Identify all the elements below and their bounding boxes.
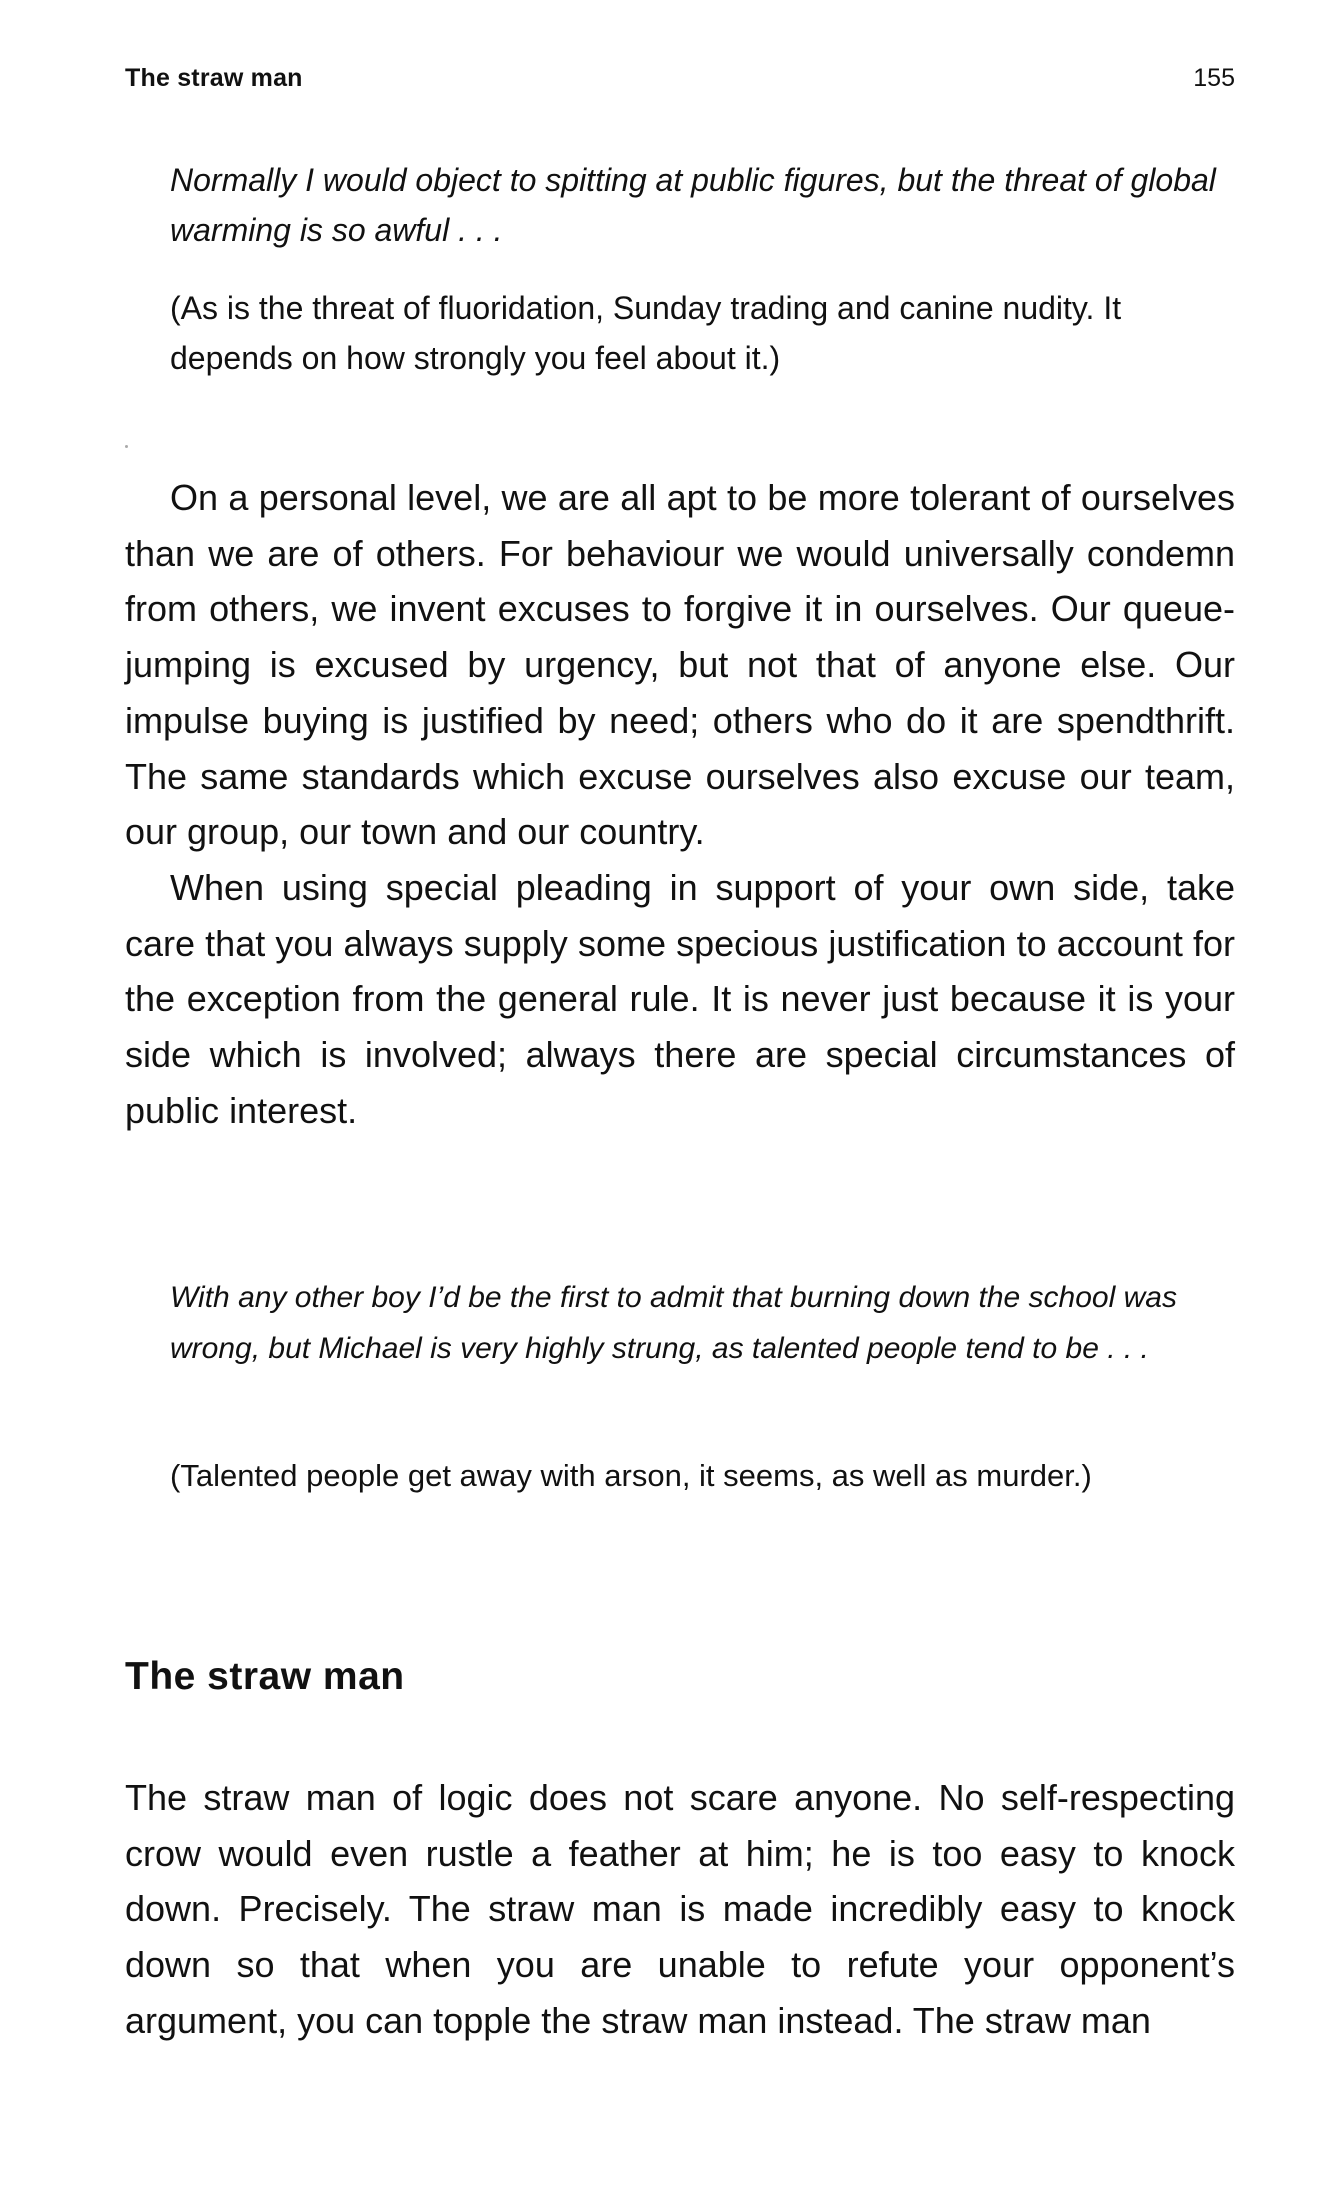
body-paragraph-2: When using special pleading in support of your own side, take care that you always supply some specious justification to account for the exception from the general rule. It is never just because it is your side which is involved; always there are special circumstances of public interest. <box>125 866 1235 1131</box>
example-comment-2: (Talented people get away with arson, it seems, as well as murder.) <box>170 1458 1092 1493</box>
section-heading: The straw man <box>125 1655 405 1698</box>
section-paragraph: The straw man of logic does not scare anyone. No self-respecting crow would even rustle a feather at him; he is too easy to knock down. Precisely. The straw man is made incredibly easy to knock down so that when you are unable to refute your opponent’s argument, you can topple the straw man instead. The straw man <box>125 1777 1235 2041</box>
body-text-2 <box>125 1770 1235 2049</box>
example-quote-2: With any other boy I’d be the first to admit that burning down the school was wrong, but Michael is very highly strung, as talented people tend to be . . . <box>170 1281 1177 1365</box>
example-quote-1: Normally I would object to spitting at public figures, but the threat of global warming is so awful . . . <box>170 162 1216 248</box>
example-comment-1: (As is the threat of fluoridation, Sunday trading and canine nudity. It depends on how strongly you feel about it.) <box>170 290 1122 376</box>
body-text-1 <box>125 470 1235 1138</box>
print-speck <box>125 445 128 448</box>
body-paragraph-1: On a personal level, we are all apt to be more tolerant of ourselves than we are of others. For behaviour we would universally condemn from others, we invent excuses to forgive it in ourselves. Our queue-jumping is excused by urgency, but not that of anyone else. Our impulse buying is justified by need; others who do it are spendthrift. The same standards which excuse ourselves also excuse our team, our group, our town and our country. <box>125 477 1235 853</box>
page-number: 155 <box>1193 64 1235 92</box>
running-header <box>125 64 1235 104</box>
running-title: The straw man <box>125 64 303 92</box>
